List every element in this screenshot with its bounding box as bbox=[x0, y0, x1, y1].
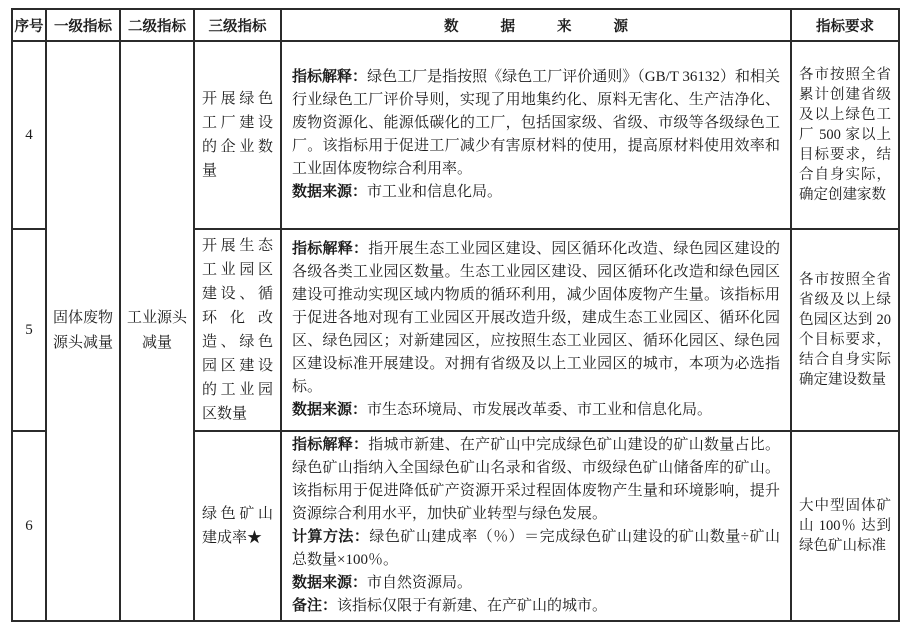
row5-data-source-cell bbox=[281, 229, 791, 431]
datasource-label: 数据来源： bbox=[292, 575, 368, 591]
header-level2-indicator: 二级指标 bbox=[120, 9, 194, 41]
row4-source-paragraph-explanation bbox=[292, 66, 780, 181]
row6-source-paragraph-datasource bbox=[292, 572, 780, 595]
row5-source-paragraph-explanation bbox=[292, 238, 780, 399]
explanation-label: 指标解释： bbox=[292, 437, 369, 453]
datasource-text: 市生态环境局、市发展改革委、市工业和信息化局。 bbox=[367, 402, 713, 418]
note-text: 该指标仅限于有新建、在产矿山的城市。 bbox=[337, 598, 608, 614]
datasource-label: 数据来源： bbox=[292, 184, 368, 200]
header-data-source: 数据来源 bbox=[281, 9, 791, 41]
datasource-label: 数据来源： bbox=[292, 402, 368, 418]
row6-source-paragraph-note bbox=[292, 595, 780, 618]
calculation-method-label: 计算方法： bbox=[292, 529, 370, 545]
indicator-table bbox=[11, 8, 900, 622]
row4-level3-indicator: 开展绿色工厂建设的企业数量 bbox=[194, 41, 281, 229]
row4-requirement-cell: 各市按照全省累计创建省级及以上绿色工厂 500 家以上目标要求，结合自身实际，确定创建家数 bbox=[791, 41, 899, 229]
table-row-4 bbox=[12, 41, 899, 229]
row4-source-paragraph-datasource bbox=[292, 181, 780, 204]
header-level3-indicator: 三级指标 bbox=[194, 9, 281, 41]
row6-data-source-cell bbox=[281, 431, 791, 621]
datasource-text: 市工业和信息化局。 bbox=[367, 184, 503, 200]
row5-requirement-cell: 各市按照全省省级及以上绿色园区达到 20 个目标要求，结合自身实际确定建设数量 bbox=[791, 229, 899, 431]
level1-indicator-cell: 固体废物源头减量 bbox=[46, 41, 120, 621]
row5-source-paragraph-datasource bbox=[292, 399, 780, 422]
row6-source-paragraph-explanation bbox=[292, 434, 780, 526]
table-header-row bbox=[12, 9, 899, 41]
row6-requirement-cell: 大中型固体矿山 100％ 达到绿色矿山标准 bbox=[791, 431, 899, 621]
datasource-text: 市自然资源局。 bbox=[367, 575, 473, 591]
explanation-text: 指城市新建、在产矿山中完成绿色矿山建设的矿山数量占比。绿色矿山指纳入全国绿色矿山名录和省级、市级绿色矿山储备库的矿山。该指标用于促进降低矿产资源开采过程固体废物产生量和环境影响，提升资源综合利用水平，加快矿业转型与绿色发展。 bbox=[292, 437, 780, 522]
header-indicator-requirement: 指标要求 bbox=[791, 9, 899, 41]
note-label: 备注： bbox=[292, 598, 338, 614]
row5-serial-number: 5 bbox=[12, 229, 46, 431]
row5-level3-indicator: 开展生态工业园区建设、循环化改造、绿色园区建设的工业园区数量 bbox=[194, 229, 281, 431]
explanation-text: 指开展生态工业园区建设、园区循环化改造、绿色园区建设的各级各类工业园区数量。生态工业园区建设、园区循环化改造和绿色园区建设可推动实现区域内物质的循环利用，减少固体废物产生量。该指标用于促进各地对现有工业园区开展改造升级，建成生态工业园区、循环化园区、绿色园区；对新建园区，应按照生态工业园区、循环化园区、绿色园区建设标准开展建设。对拥有省级及以上工业园区的城市，本项为必选指标。 bbox=[292, 241, 780, 395]
calculation-method-text: 绿色矿山建成率（％）＝完成绿色矿山建设的矿山数量÷矿山总数量×100％。 bbox=[292, 529, 780, 568]
row6-level3-indicator: 绿色矿山建成率★ bbox=[194, 431, 281, 621]
header-level1-indicator: 一级指标 bbox=[46, 9, 120, 41]
explanation-label: 指标解释： bbox=[292, 69, 368, 85]
explanation-label: 指标解释： bbox=[292, 241, 369, 257]
explanation-text: 绿色工厂是指按照《绿色工厂评价通则》（GB/T 36132）和相关行业绿色工厂评价导则，实现了用地集约化、原料无害化、生产洁净化、废物资源化、能源低碳化的工厂，包括国家级、省级、市级等各级绿色工厂。该指标用于促进工厂减少有害原材料的使用，提高原材料使用效率和工业固体废物综合利用率。 bbox=[292, 69, 780, 177]
row4-data-source-cell bbox=[281, 41, 791, 229]
row4-serial-number: 4 bbox=[12, 41, 46, 229]
header-serial-number: 序号 bbox=[12, 9, 46, 41]
level2-indicator-cell: 工业源头减量 bbox=[120, 41, 194, 621]
row6-serial-number: 6 bbox=[12, 431, 46, 621]
row6-source-paragraph-method bbox=[292, 526, 780, 572]
